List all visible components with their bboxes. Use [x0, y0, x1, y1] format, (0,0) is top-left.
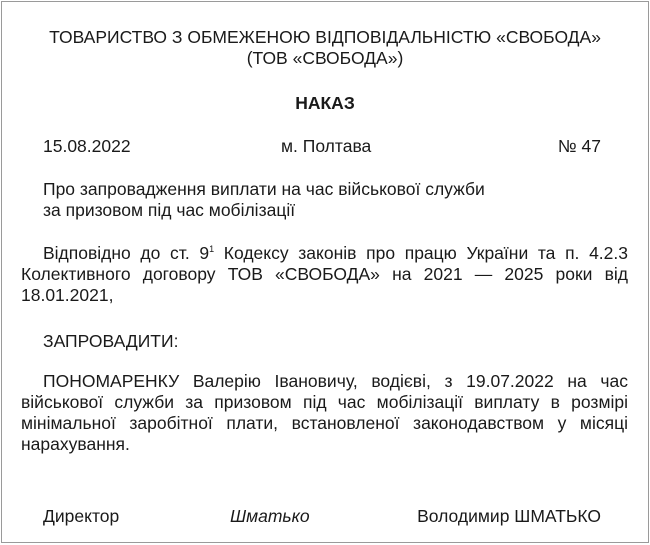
basis-paragraph: [21, 243, 628, 306]
organization-short-name: (ТОВ «СВОБОДА»): [246, 48, 404, 68]
organization-full-name: ТОВАРИСТВО З ОБМЕЖЕНОЮ ВІДПОВІДАЛЬНІСТЮ «СВОБОДА»: [49, 27, 601, 47]
signer-name: Володимир ШМАТЬКО: [417, 506, 601, 526]
decision-heading: ЗАПРОВАДИТИ:: [43, 331, 179, 351]
document-subject: [43, 179, 485, 221]
document-number: № 47: [557, 136, 601, 156]
organization-header: [2, 27, 648, 69]
subject-line-1: Про запровадження виплати на час військової служби: [43, 179, 485, 199]
basis-text-start: Відповідно до ст. 9: [43, 243, 210, 263]
document-title: НАКАЗ: [295, 93, 355, 113]
document-date: 15.08.2022: [43, 136, 131, 156]
article-superscript: 1: [209, 244, 215, 254]
document-page: [1, 1, 649, 543]
document-city: м. Полтава: [281, 136, 372, 156]
signer-role: Директор: [43, 506, 120, 526]
subject-line-2: за призовом під час мобілізації: [43, 200, 296, 220]
handwritten-signature: Шматько: [230, 506, 310, 526]
basis-text-end: Кодексу законів про працю України та п. 4.2.3 Колективного договору ТОВ «СВОБОДА» на 2021 — 2025 роки від 18.01.2021,: [21, 243, 628, 305]
order-paragraph: ПОНОМАРЕНКУ Валерію Івановичу, водієві, з 19.07.2022 на час військової служби за призовом під час мобілізації виплату в розмірі мінімальної заробітної плати, встановленої законодавством у місяці нарахування.: [21, 371, 628, 454]
